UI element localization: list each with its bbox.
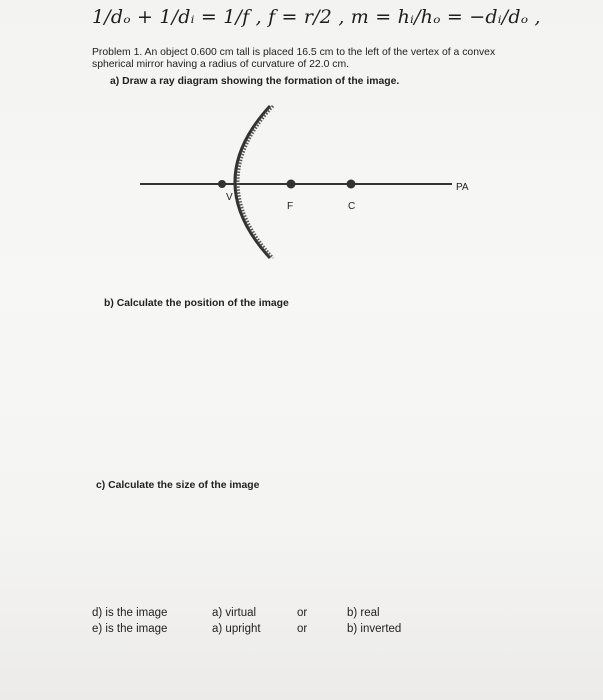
part-a-prompt: a) Draw a ray diagram showing the formation of the image. [110,76,400,87]
choice-d-question: d) is the image [92,607,168,619]
choice-e-or: or [297,623,308,635]
focal-point [287,180,296,189]
choice-e-option-b: b) inverted [347,623,402,635]
mirror-equation: 1/dₒ + 1/dᵢ = 1/f , f = r/2 , m = hᵢ/hₒ = −dᵢ/dₒ , [92,6,541,28]
center-label: C [348,201,356,212]
choices-block [92,607,452,639]
center-point [347,180,356,189]
choice-e-option-a: a) upright [212,623,261,635]
part-c-prompt: c) Calculate the size of the image [96,480,260,491]
vertex-label: V [226,192,233,203]
choice-row-d [92,607,452,623]
problem-line-2: spherical mirror having a radius of curvature of 22.0 cm. [92,59,349,70]
part-b-prompt: b) Calculate the position of the image [104,298,289,309]
ray-diagram [130,100,490,280]
choice-d-option-b: b) real [347,607,380,619]
choice-d-option-a: a) virtual [212,607,257,619]
choice-d-or: or [297,607,308,619]
problem-line-1: Problem 1. An object 0.600 cm tall is placed 16.5 cm to the left of the vertex of a convex [92,47,496,58]
convex-mirror [235,106,270,258]
principal-axis-label: PA [456,182,469,193]
focal-label: F [287,201,294,212]
vertex-point [218,180,226,188]
problem-statement [92,47,532,71]
choice-e-question: e) is the image [92,623,168,635]
mirror-hatching [238,106,273,258]
choice-row-e [92,623,452,639]
